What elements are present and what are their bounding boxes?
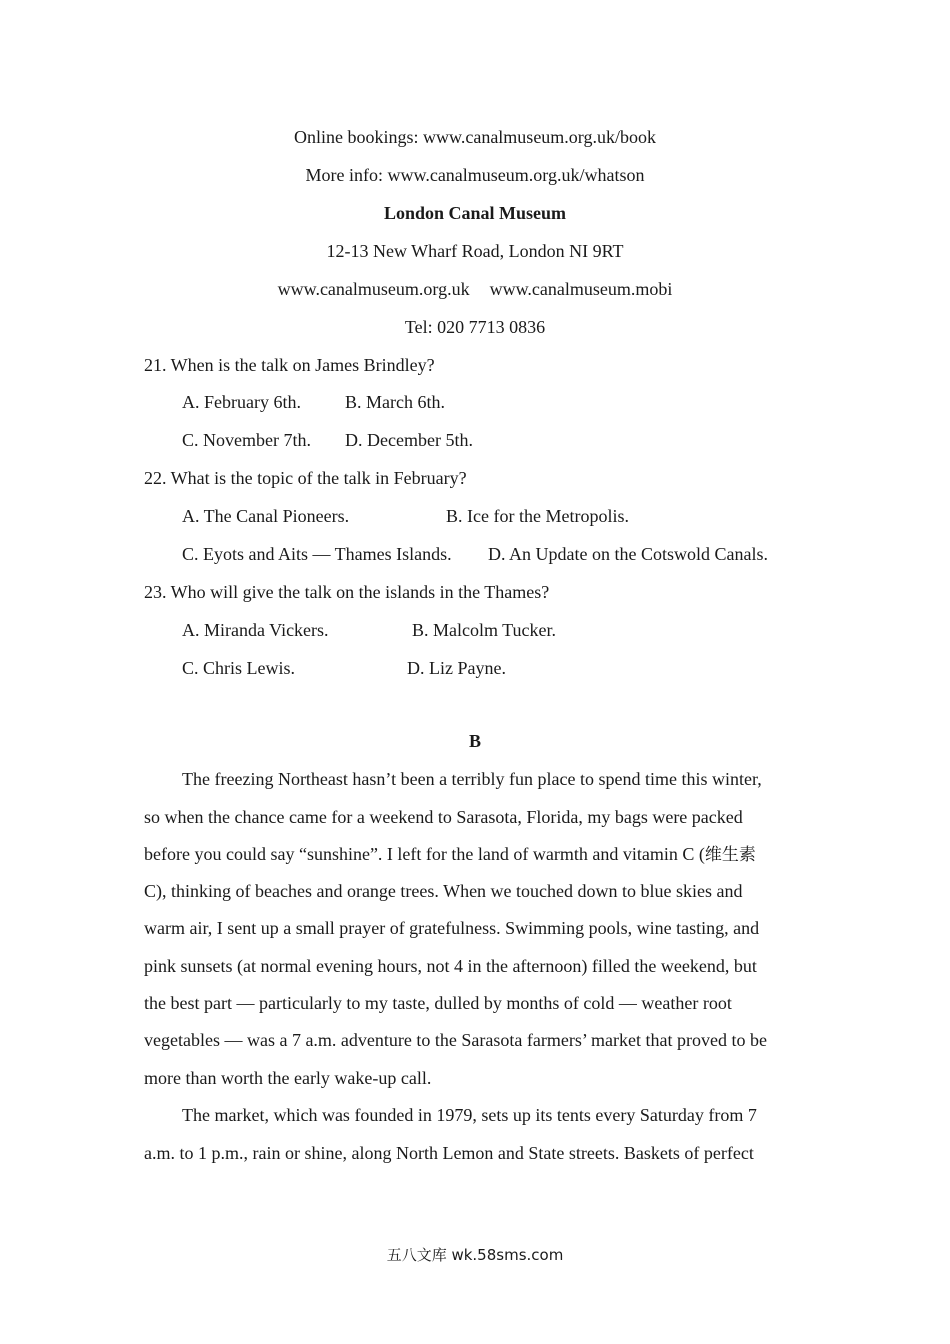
museum-address: 12-13 New Wharf Road, London NI 9RT <box>326 241 624 261</box>
question-23-option-a: A. Miranda Vickers. <box>182 620 329 640</box>
question-21-option-a: A. February 6th. <box>182 392 301 412</box>
question-21-stem: 21. When is the talk on James Brindley? <box>144 355 435 375</box>
paragraph-1-line-8: vegetables — was a 7 a.m. adventure to the Sarasota farmers’ market that proved to be <box>144 1030 767 1050</box>
question-23-option-c: C. Chris Lewis. <box>182 658 296 678</box>
question-21-option-d: D. December 5th. <box>345 430 473 450</box>
more-info-line: More info: www.canalmuseum.org.uk/whatson <box>305 165 645 185</box>
online-bookings-line: Online bookings: www.canalmuseum.org.uk/book <box>294 127 656 147</box>
paragraph-1-line-9: more than worth the early wake-up call. <box>144 1068 432 1088</box>
museum-websites <box>0 277 950 301</box>
question-21-option-b: B. March 6th. <box>345 392 445 412</box>
paragraph-1-line-4: C), thinking of beaches and orange trees. When we touched down to blue skies and <box>144 881 743 901</box>
paragraph-1-line-1: The freezing Northeast hasn’t been a terribly fun place to spend time this winter, <box>182 769 762 789</box>
paragraph-1-line-5: warm air, I sent up a small prayer of gratefulness. Swimming pools, wine tasting, and <box>144 918 760 938</box>
website-mobile: www.canalmuseum.mobi <box>489 279 673 299</box>
paragraph-1-line-2: so when the chance came for a weekend to Sarasota, Florida, my bags were packed <box>144 807 743 827</box>
paragraph-2-line-2: a.m. to 1 p.m., rain or shine, along North Lemon and State streets. Baskets of perfect <box>144 1143 754 1163</box>
question-23-option-b: B. Malcolm Tucker. <box>412 620 557 640</box>
paragraph-2-line-1: The market, which was founded in 1979, sets up its tents every Saturday from 7 <box>182 1105 757 1125</box>
question-22-option-c: C. Eyots and Aits — Thames Islands. <box>182 544 452 564</box>
question-21-option-c: C. November 7th. <box>182 430 311 450</box>
museum-telephone: Tel: 020 7713 0836 <box>404 317 546 337</box>
paragraph-1-line-6: pink sunsets (at normal evening hours, not 4 in the afternoon) filled the weekend, but <box>144 956 757 976</box>
question-22-option-d: D. An Update on the Cotswold Canals. <box>488 544 768 564</box>
question-23-option-d: D. Liz Payne. <box>407 658 506 678</box>
question-22-stem: 22. What is the topic of the talk in February? <box>144 468 467 488</box>
website-primary: www.canalmuseum.org.uk <box>277 279 470 299</box>
museum-name: London Canal Museum <box>383 203 567 223</box>
paragraph-1-line-3-text: before you could say “sunshine”. I left for the land of warmth and vitamin C ( <box>144 844 705 864</box>
paragraph-1-line-3 <box>144 842 756 867</box>
page-footer: 五八文库 wk.58sms.com <box>386 1246 564 1264</box>
paragraph-1-line-3-chinese: 维生素 <box>704 845 756 865</box>
question-23-stem: 23. Who will give the talk on the islands in the Thames? <box>144 582 550 602</box>
question-22-option-a: A. The Canal Pioneers. <box>182 506 350 526</box>
section-b-heading: B <box>468 731 481 751</box>
paragraph-1-line-7: the best part — particularly to my taste, dulled by months of cold — weather root <box>144 993 732 1013</box>
question-22-option-b: B. Ice for the Metropolis. <box>446 506 629 526</box>
